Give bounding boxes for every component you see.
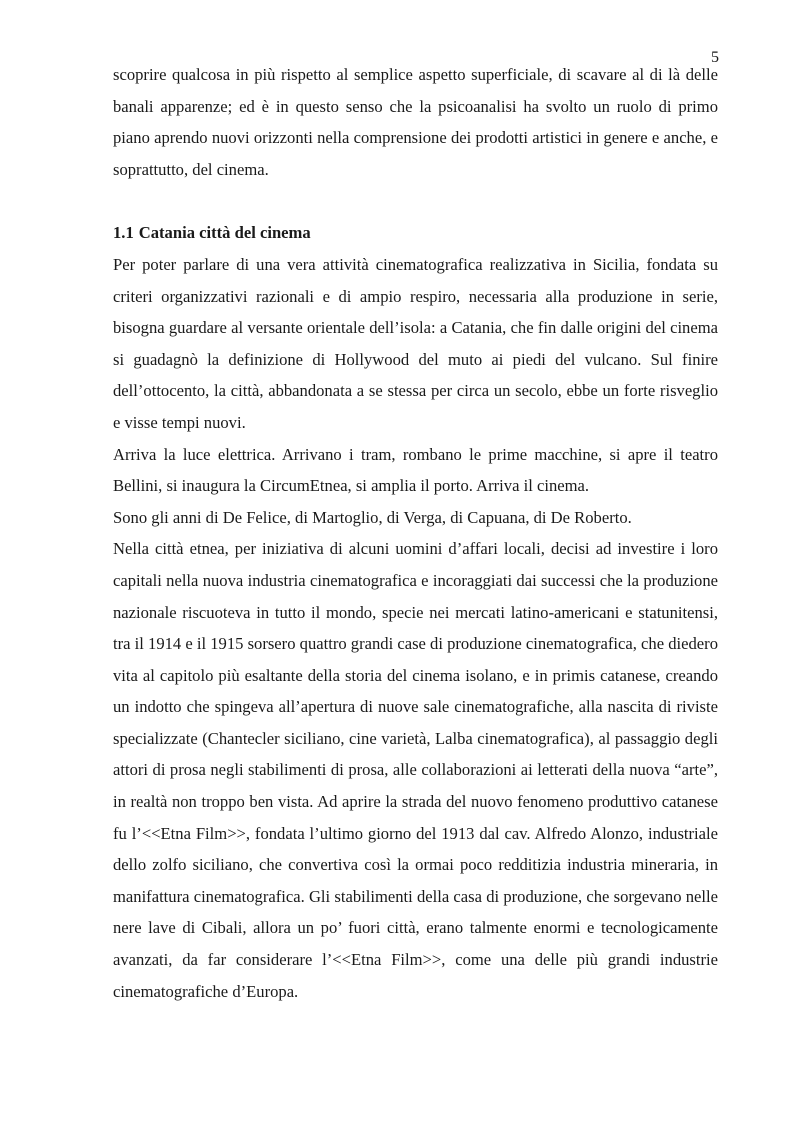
intro-paragraph: scoprire qualcosa in più rispetto al semplice aspetto superficiale, di scavare al di là delle banali apparenze; ed è in questo senso che la psicoanalisi ha svolto un ruolo di primo piano aprendo nuovi orizzonti nella comprensione dei prodotti artistici in genere e anche, e soprattutto, del cinema. — [113, 65, 718, 179]
body-paragraph: Sono gli anni di De Felice, di Martoglio, di Verga, di Capuana, di De Roberto. — [113, 507, 632, 527]
section-heading — [113, 217, 718, 249]
section-title: Catania città del cinema — [138, 223, 311, 243]
page-content — [113, 59, 718, 1007]
body-paragraph: Arriva la luce elettrica. Arrivano i tram, rombano le prime macchine, si apre il teatro Bellini, si inaugura la CircumEtnea, si amplia il porto. Arriva il cinema. — [113, 444, 718, 496]
section-number: 1.1 — [113, 223, 134, 243]
page-number: 5 — [711, 49, 719, 66]
body-paragraph: Per poter parlare di una vera attività cinematografica realizzativa in Sicilia, fondata su criteri organizzativi razionali e di ampio respiro, necessaria alla produzione in serie, bisogna guardare al versante orientale dell’isola: a Catania, che fin dalle origini del cinema si guadagnò la definizione di Hollywood del muto ai piedi del vulcano. Sul finire dell’ottocento, la città, abbandonata a se stessa per circa un secolo, ebbe un forte risveglio e visse tempi nuovi. — [113, 254, 718, 432]
body-paragraph: Nella città etnea, per iniziativa di alcuni uomini d’affari locali, decisi ad investire i loro capitali nella nuova industria cinematografica e incoraggiati dai successi che la produzione nazionale riscuoteva in tutto il mondo, specie nei mercati latino-americani e statunitensi, tra il 1914 e il 1915 sorsero quattro grandi case di produzione cinematografica, che diedero vita al capitolo più esaltante della storia del cinema isolano, e in primis catanese, creando un indotto che spingeva all’apertura di nuove sale cinematografiche, alla nascita di riviste specializzate (Chantecler siciliano, cine varietà, Lalba cinematografica), al passaggio degli attori di prosa negli stabilimenti di prosa, alle collaborazioni ai letterati della nuova “arte”, in realtà non troppo ben vista. Ad aprire la strada del nuovo fenomeno produttivo catanese fu l’<<Etna Film>>, fondata l’ultimo giorno del 1913 dal cav. Alfredo Alonzo, industriale dello zolfo siciliano, che convertiva così la ormai poco redditizia industria mineraria, in manifattura cinematografica. Gli stabilimenti della casa di produzione, che sorgevano nelle nere lave di Cibali, allora un po’ fuori città, erano talmente enormi e tecnologicamente avanzati, da far considerare l’<<Etna Film>>, come una delle più grandi industrie cinematografiche d’Europa. — [113, 539, 718, 1001]
